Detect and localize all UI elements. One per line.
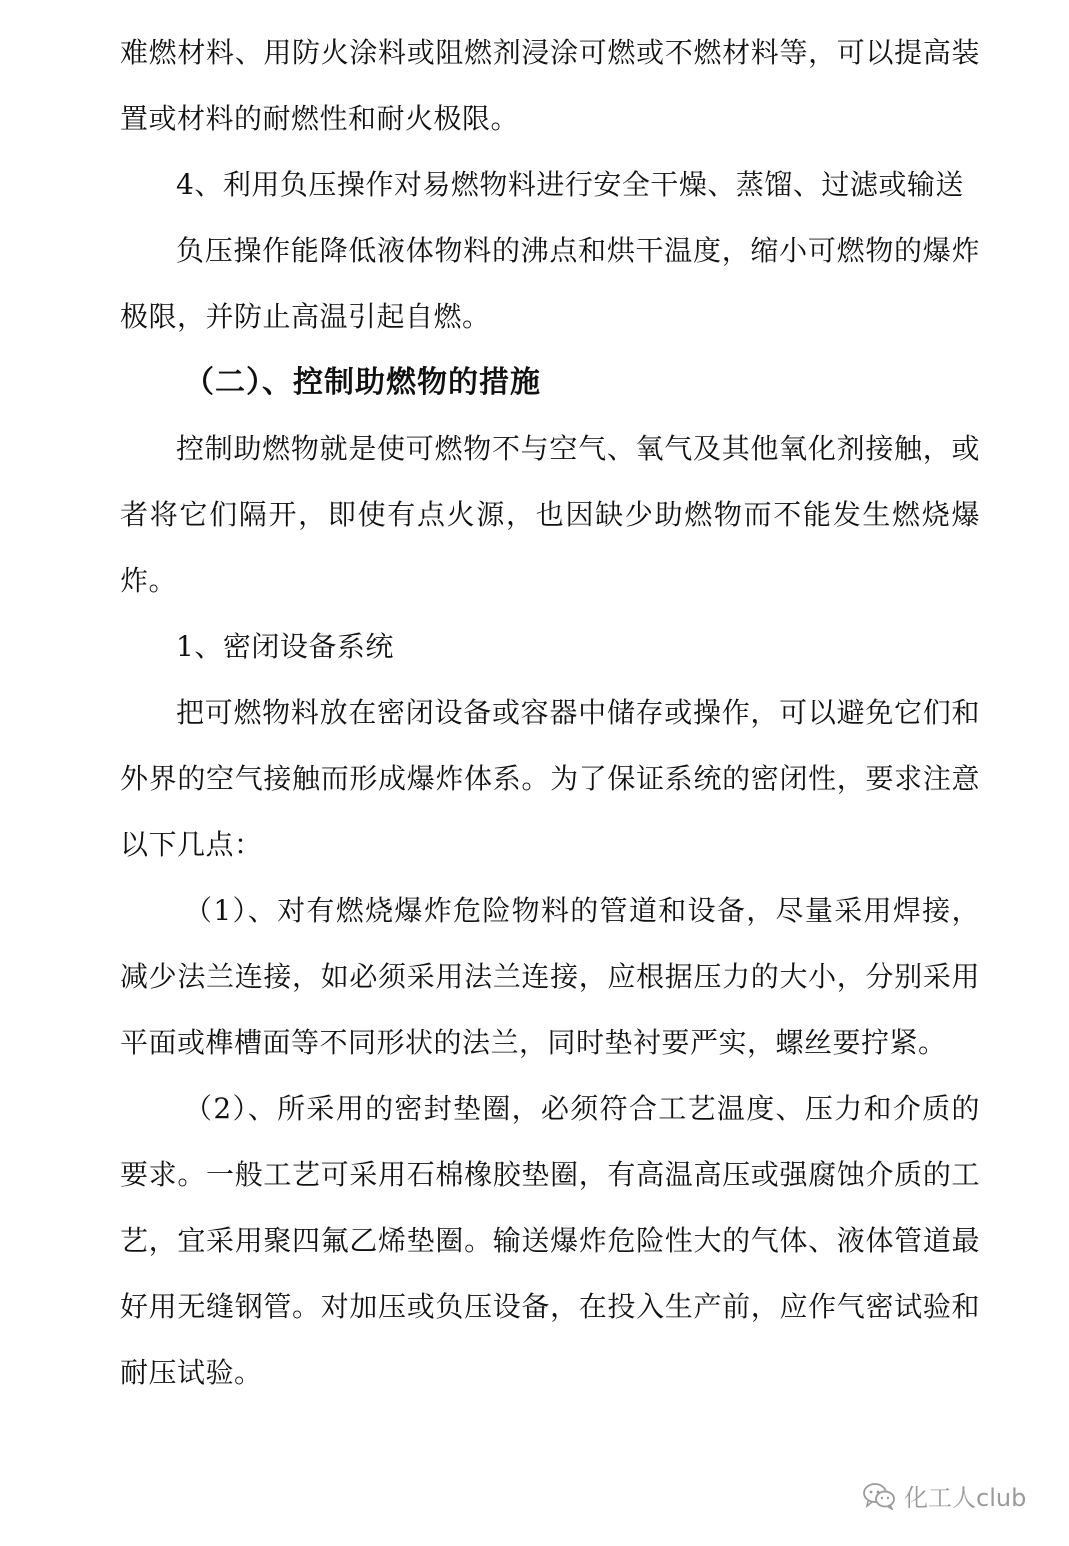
paragraph-item-2-gaskets: （2）、所采用的密封垫圈，必须符合工艺温度、压力和介质的要求。一般工艺可采用石棉橡胶垫圈，有高温高压或强腐蚀介质的工艺，宜采用聚四氟乙烯垫圈。输送爆炸危险性大的气体、液体管道最好用无缝钢管。对加压或负压设备，在投入生产前，应作气密试验和耐压试验。	[120, 1092, 980, 1389]
paragraph-negative-pressure-title: 4、利用负压操作对易燃物料进行安全干燥、蒸馏、过滤或输送	[176, 168, 964, 201]
paragraph-control-oxidizer-body: 控制助燃物就是使可燃物不与空气、氧气及其他氧化剂接触，或者将它们隔开，即使有点火源，也因缺少助燃物而不能发生燃烧爆炸。	[120, 432, 980, 597]
paragraph-sealed-system-title: 1、密闭设备系统	[176, 630, 394, 663]
wechat-icon	[862, 1482, 896, 1510]
paragraph-fire-resistant-materials: 难燃材料、用防火涂料或阻燃剂浸涂可燃或不燃材料等，可以提高装置或材料的耐燃性和耐火极限。	[120, 36, 980, 135]
watermark	[862, 1478, 1026, 1513]
watermark-text: 化工人club	[904, 1484, 1027, 1512]
paragraph-negative-pressure-body: 负压操作能降低液体物料的沸点和烘干温度，缩小可燃物的爆炸极限，并防止高温引起自燃。	[120, 234, 980, 333]
paragraph-item-1-welding: （1）、对有燃烧爆炸危险物料的管道和设备，尽量采用焊接，减少法兰连接，如必须采用法兰连接，应根据压力的大小，分别采用平面或榫槽面等不同形状的法兰，同时垫衬要严实，螺丝要拧紧。	[120, 894, 980, 1059]
section-heading-control-oxidizer: （二）、控制助燃物的措施	[184, 365, 541, 400]
document-page	[120, 20, 980, 1406]
paragraph-sealed-system-body: 把可燃物料放在密闭设备或容器中储存或操作，可以避免它们和外界的空气接触而形成爆炸体系。为了保证系统的密闭性，要求注意以下几点：	[120, 696, 980, 861]
